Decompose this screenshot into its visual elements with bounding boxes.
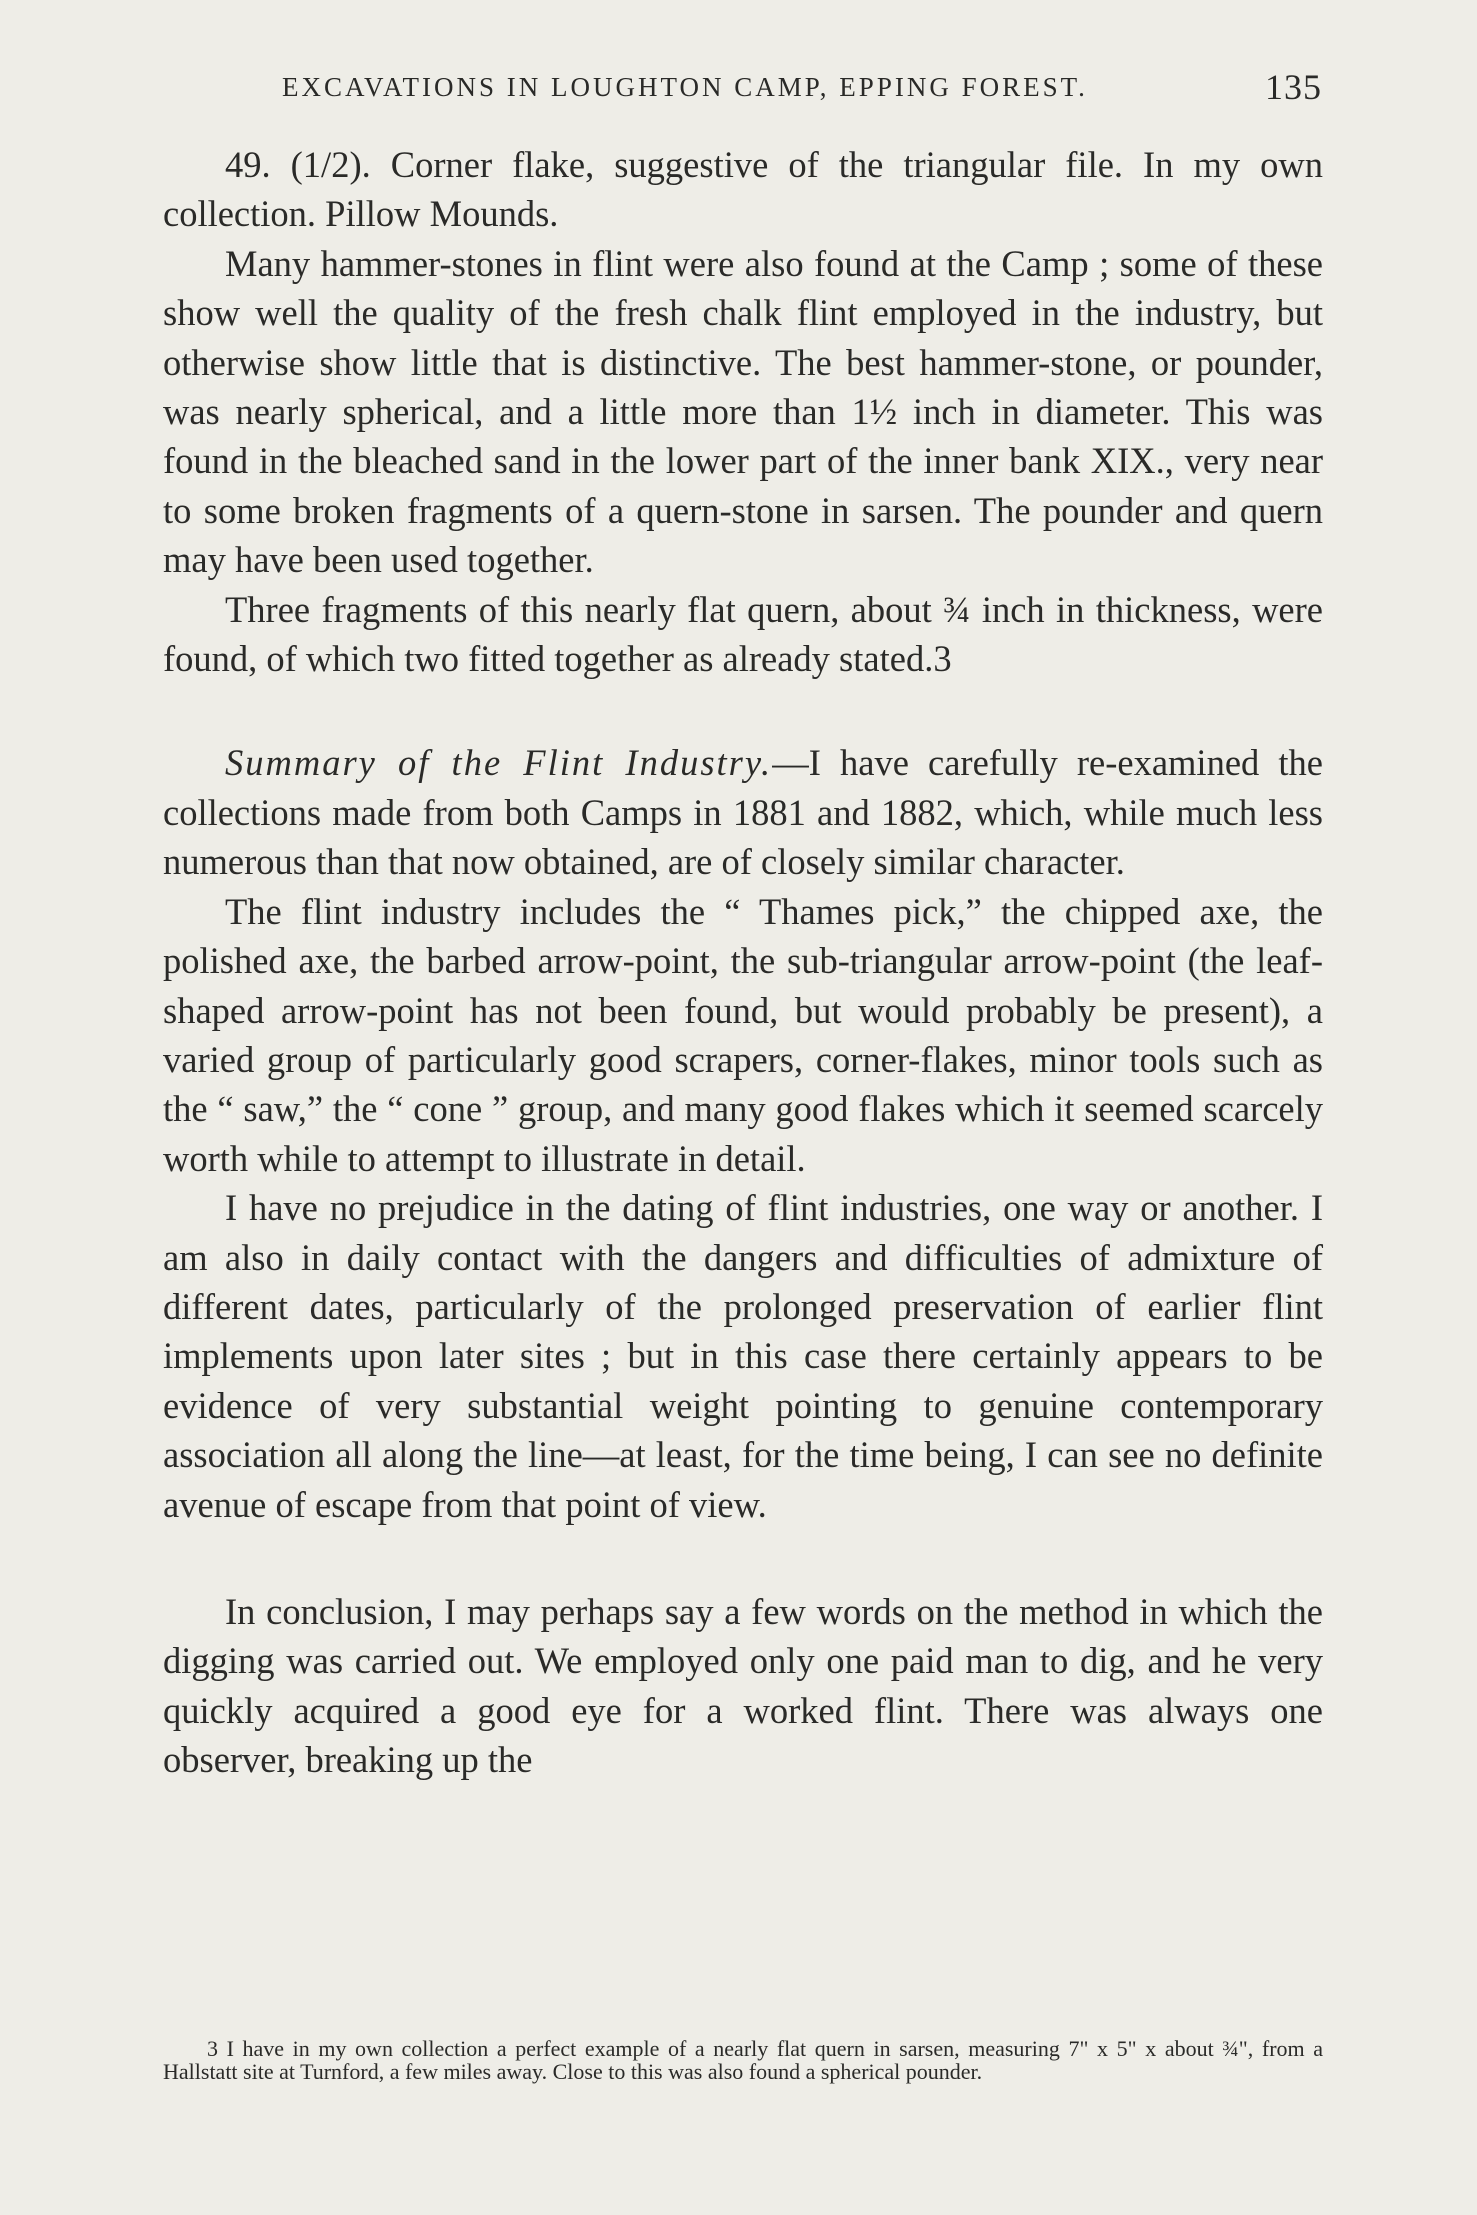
footnote: 3 I have in my own collection a perfect example of a nearly flat quern in sarsen, measuring 7" x 5" x about ¾", from a Hallstatt site at Turnford, a few miles away. Close to this was also found a spherical pounder. — [163, 2036, 1323, 2084]
paragraph-hammer-stones: Many hammer-stones in flint were also found at the Camp ; some of these show well the quality of the fresh chalk flint employed in the industry, but otherwise show little that is distinctive. The best hammer-stone, or pounder, was nearly spherical, and a little more than 1½ inch in diameter. This was found in the bleached sand in the lower part of the inner bank XIX., very near to some broken fragments of a quern-stone in sarsen. The pounder and quern may have been used together. — [163, 242, 1323, 581]
page-number: 135 — [1265, 67, 1322, 107]
paragraph-flint-industry: The flint industry includes the “ Thames pick,” the chipped axe, the polished axe, the barbed arrow-point, the sub-triangular arrow-point (the leaf-shaped arrow-point has not been found, but would probably be present), a varied group of particularly good scrapers, corner-flakes, minor tools such as the “ saw,” the “ cone ” group, and many good flakes which it seemed scarcely worth while to attempt to illustrate in detail. — [163, 890, 1323, 1179]
body-text — [163, 140, 1323, 1785]
paragraph-prejudice: I have no prejudice in the dating of flint industries, one way or another. I am also in daily contact with the dangers and difficulties of admixture of different dates, particularly of the prolonged preservation of earlier flint implements upon later sites ; but in this case there certainly appears to be evidence of very substantial weight pointing to genuine contemporary association all along the line—at least, for the time being, I can see no definite avenue of escape from that point of view. — [163, 1187, 1323, 1525]
paragraph-quern-fragments: Three fragments of this nearly flat quern, about ¾ inch in thickness, were found, of which two fitted together as already stated.3 — [163, 588, 1323, 680]
paragraph-summary — [163, 738, 1323, 886]
summary-text: —I have carefully re-examined the collections made from both Camps in 1881 and 1882, which, while much less numerous than that now obtained, are of closely similar character. — [163, 742, 1324, 883]
paragraph-conclusion: In conclusion, I may perhaps say a few words on the method in which the digging was carried out. We employed only one paid man to dig, and he very quickly acquired a good eye for a worked flint. There was always one observer, breaking up the — [163, 1590, 1323, 1781]
running-title: EXCAVATIONS IN LOUGHTON CAMP, EPPING FOREST. — [282, 72, 1088, 102]
running-head — [282, 67, 1322, 107]
section-heading: Summary of the Flint Industry. — [225, 742, 773, 784]
paragraph-figure-49: 49. (1/2). Corner flake, suggestive of the triangular file. In my own collection. Pillow Mounds. — [163, 144, 1323, 235]
